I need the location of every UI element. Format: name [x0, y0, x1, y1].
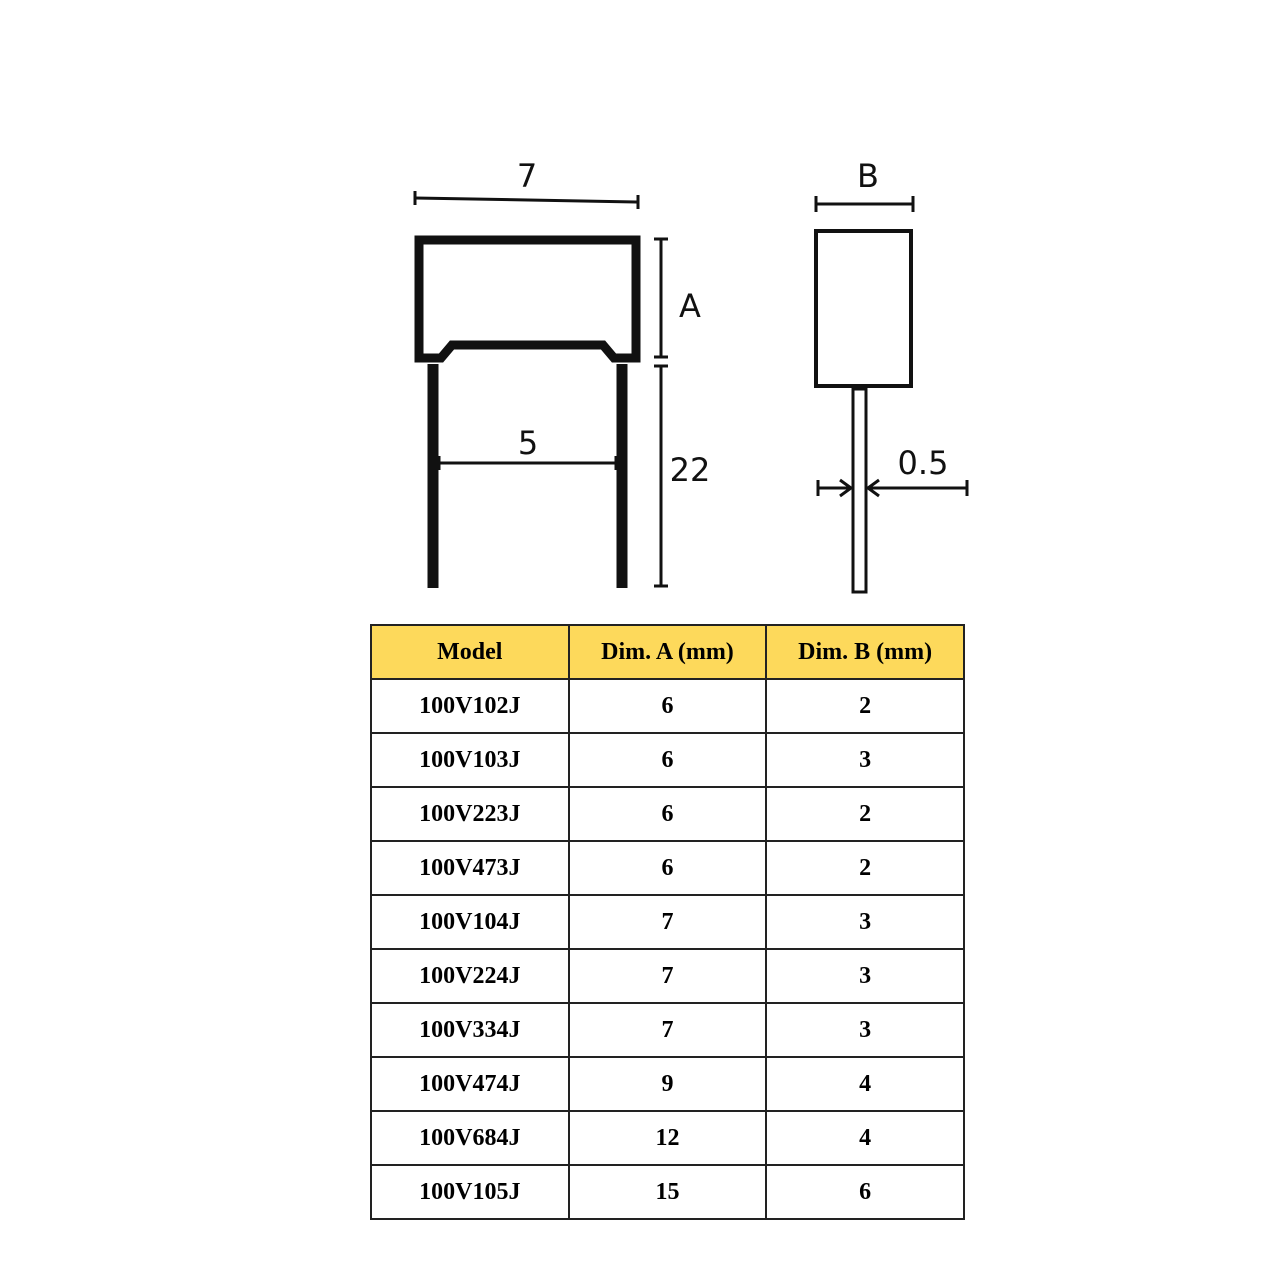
cell-dim-b: 2: [766, 679, 964, 733]
height-dimension-line: [654, 239, 668, 357]
cell-dim-b: 6: [766, 1165, 964, 1219]
cell-model: 100V684J: [371, 1111, 569, 1165]
cell-dim-a: 9: [569, 1057, 767, 1111]
cell-model: 100V102J: [371, 679, 569, 733]
capacitor-dimension-drawing: [0, 0, 1280, 620]
cell-dim-b: 3: [766, 895, 964, 949]
cell-model: 100V104J: [371, 895, 569, 949]
cell-dim-b: 4: [766, 1111, 964, 1165]
front-view: [415, 157, 710, 588]
side-body: [816, 231, 911, 386]
dimension-table: [370, 624, 965, 1220]
cell-model: 100V224J: [371, 949, 569, 1003]
cell-model: 100V103J: [371, 733, 569, 787]
height-label: A: [679, 287, 701, 325]
cell-dim-b: 3: [766, 1003, 964, 1057]
table-row: [371, 949, 964, 1003]
cell-model: 100V223J: [371, 787, 569, 841]
thickness-label: B: [857, 157, 879, 195]
cell-dim-a: 12: [569, 1111, 767, 1165]
lead-length-label: 22: [669, 451, 711, 489]
column-header-dim-a: Dim. A (mm): [569, 625, 767, 679]
cell-dim-b: 3: [766, 733, 964, 787]
cell-dim-a: 7: [569, 949, 767, 1003]
table-row: [371, 1165, 964, 1219]
cell-model: 100V473J: [371, 841, 569, 895]
capacitor-body: [419, 240, 636, 358]
column-header-model: Model: [371, 625, 569, 679]
cell-model: 100V334J: [371, 1003, 569, 1057]
cell-dim-b: 3: [766, 949, 964, 1003]
table-row: [371, 679, 964, 733]
cell-dim-a: 6: [569, 841, 767, 895]
table-row: [371, 841, 964, 895]
width-label: 7: [516, 157, 538, 195]
table-row: [371, 733, 964, 787]
side-lead: [853, 389, 866, 592]
cell-model: 100V105J: [371, 1165, 569, 1219]
thickness-dimension-line: [816, 196, 913, 212]
lead-diameter-label: 0.5: [897, 444, 949, 482]
lead-spacing-label: 5: [517, 424, 539, 462]
cell-dim-b: 2: [766, 841, 964, 895]
cell-dim-b: 4: [766, 1057, 964, 1111]
cell-dim-b: 2: [766, 787, 964, 841]
cell-dim-a: 6: [569, 787, 767, 841]
cell-dim-a: 6: [569, 679, 767, 733]
cell-dim-a: 6: [569, 733, 767, 787]
table-row: [371, 1057, 964, 1111]
cell-dim-a: 7: [569, 1003, 767, 1057]
table-row: [371, 1003, 964, 1057]
table-header-row: [371, 625, 964, 679]
side-view: [816, 157, 967, 592]
lead-length-dimension-line: [654, 366, 668, 586]
table-row: [371, 895, 964, 949]
table-row: [371, 787, 964, 841]
cell-dim-a: 7: [569, 895, 767, 949]
cell-dim-a: 15: [569, 1165, 767, 1219]
column-header-dim-b: Dim. B (mm): [766, 625, 964, 679]
cell-model: 100V474J: [371, 1057, 569, 1111]
lead-diameter-dimension-line: [818, 480, 967, 496]
table-row: [371, 1111, 964, 1165]
